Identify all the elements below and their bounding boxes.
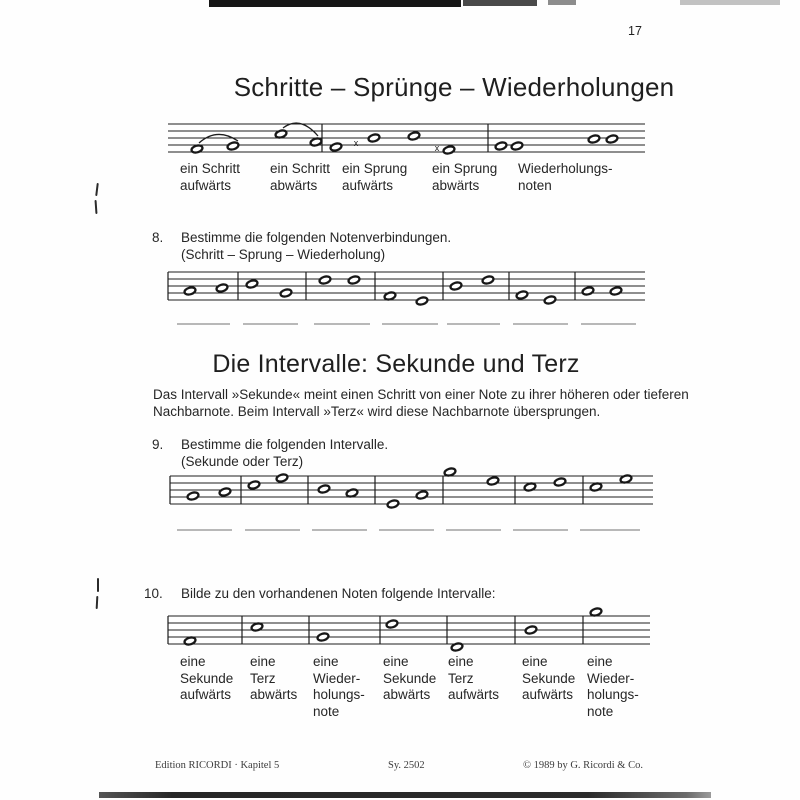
- scan-artifact-stroke: [95, 183, 99, 196]
- whole-note: [416, 296, 429, 305]
- example-label-4: [432, 161, 497, 194]
- label-line: eine: [250, 654, 276, 669]
- whole-note: [191, 144, 204, 153]
- slur: [283, 123, 318, 136]
- label-line: Wiederholungs-: [518, 161, 613, 176]
- exercise9-line1: Bestimme die folgenden Intervalle.: [181, 437, 389, 452]
- label-line: Sekunde: [383, 670, 437, 686]
- exercise9-text: [181, 437, 388, 470]
- label-line: Wieder-: [313, 670, 361, 686]
- label-line: abwärts: [270, 177, 318, 193]
- exercise10-label-4: [383, 654, 436, 704]
- whole-note: [227, 141, 240, 150]
- whole-note: [588, 134, 601, 143]
- example-label-5: [518, 161, 613, 194]
- whole-note: [280, 288, 293, 297]
- whole-note: [524, 482, 537, 491]
- whole-note: [275, 129, 288, 138]
- exercise10-text: [181, 586, 495, 603]
- whole-note: [525, 625, 538, 634]
- exercise8-number: 8.: [152, 230, 164, 245]
- exercise10-label-6: [522, 654, 575, 704]
- whole-note: [368, 133, 381, 142]
- whole-note: [187, 491, 200, 500]
- footer-copyright: © 1989 by G. Ricordi & Co.: [523, 760, 643, 771]
- intervals-paragraph: [153, 387, 693, 420]
- whole-note: [554, 477, 567, 486]
- label-line: ein Schritt: [270, 161, 331, 176]
- whole-note: [386, 619, 399, 628]
- whole-note: [482, 275, 495, 284]
- label-line: aufwärts: [180, 687, 232, 702]
- label-line: aufwärts: [180, 177, 232, 193]
- label-line: note: [587, 703, 614, 719]
- exercise10-number: 10.: [144, 586, 163, 601]
- label-line: ein Schritt: [180, 161, 241, 176]
- whole-note: [416, 490, 429, 499]
- scan-artifact-bottom-bar: [99, 792, 711, 798]
- label-line: eine: [313, 654, 339, 669]
- scan-artifact-stroke: [96, 596, 99, 609]
- label-line: Sekunde: [522, 670, 576, 686]
- whole-note: [276, 473, 289, 482]
- whole-note: [330, 142, 343, 151]
- whole-note: [216, 283, 229, 292]
- example-label-1: [180, 161, 240, 194]
- label-line: ein Sprung: [432, 161, 498, 176]
- label-line: aufwärts: [342, 177, 394, 193]
- exercise9-number: 9.: [152, 437, 164, 452]
- label-line: eine: [522, 654, 548, 669]
- label-line: abwärts: [383, 687, 431, 702]
- exercise8-line2: (Schritt – Sprung – Wiederholung): [181, 246, 386, 262]
- whole-note: [606, 134, 619, 143]
- whole-note: [219, 487, 232, 496]
- whole-note: [184, 286, 197, 295]
- label-line: abwärts: [432, 177, 480, 193]
- scan-artifact-bar: [548, 0, 576, 5]
- label-line: Wieder-: [587, 670, 635, 686]
- section-title-steps: Schritte – Sprünge – Wiederholungen: [233, 72, 675, 102]
- label-line: eine: [383, 654, 409, 669]
- scan-artifact-bar: [680, 0, 780, 5]
- label-line: eine: [448, 654, 474, 669]
- example-staff: [168, 123, 645, 155]
- whole-note: [495, 141, 508, 150]
- whole-note: [384, 291, 397, 300]
- whole-note: [317, 632, 330, 641]
- exercise8-staff: [168, 272, 645, 324]
- whole-note: [184, 636, 197, 645]
- whole-note: [248, 480, 261, 489]
- paragraph-line1: Das Intervall »Sekunde« meint einen Schritt von einer Note zu ihrer höheren oder tieferen: [153, 387, 689, 402]
- exercise9-line2: (Sekunde oder Terz): [181, 453, 304, 469]
- example-label-3: [342, 161, 407, 194]
- label-line: aufwärts: [522, 687, 574, 702]
- footer-plate-number: Sy. 2502: [388, 760, 425, 771]
- exercise10-label-2: [250, 654, 297, 704]
- exercise9-staff: [170, 467, 653, 530]
- whole-note: [443, 145, 456, 154]
- exercise10-line1: Bilde zu den vorhandenen Noten folgende Intervalle:: [181, 586, 496, 601]
- whole-note: [450, 281, 463, 290]
- exercise10-label-7: [587, 654, 639, 720]
- whole-note: [408, 131, 421, 140]
- section-title-intervals: Die Intervalle: Sekunde und Terz: [212, 350, 580, 378]
- whole-note: [346, 488, 359, 497]
- scan-artifact-bar: [463, 0, 537, 6]
- x-mark: x: [434, 143, 440, 153]
- label-line: abwärts: [250, 687, 298, 702]
- exercise10-staff: [168, 607, 650, 651]
- label-line: Terz: [250, 670, 276, 686]
- label-line: holungs-: [587, 687, 639, 702]
- whole-note: [590, 607, 603, 616]
- scan-artifact-stroke: [97, 578, 99, 592]
- label-line: aufwärts: [448, 687, 500, 702]
- whole-note: [620, 474, 633, 483]
- label-line: Terz: [448, 670, 474, 686]
- slur: [199, 134, 238, 143]
- scan-artifact-stroke: [95, 200, 98, 214]
- example-label-2: [270, 161, 330, 194]
- whole-note: [318, 484, 331, 493]
- label-line: ein Sprung: [342, 161, 408, 176]
- whole-note: [590, 482, 603, 491]
- whole-note: [310, 137, 323, 146]
- exercise10-label-3: [313, 654, 365, 720]
- label-line: Sekunde: [180, 670, 234, 686]
- exercise10-label-5: [448, 654, 499, 704]
- label-line: note: [313, 703, 340, 719]
- whole-note: [610, 286, 623, 295]
- whole-note: [246, 279, 259, 288]
- whole-note: [487, 476, 500, 485]
- page-number: 17: [628, 24, 642, 38]
- paragraph-line2: Nachbarnote. Beim Intervall »Terz« wird diese Nachbarnote übersprungen.: [153, 403, 601, 419]
- label-line: holungs-: [313, 687, 365, 702]
- whole-note: [444, 467, 457, 476]
- whole-note: [451, 642, 464, 651]
- label-line: noten: [518, 177, 552, 193]
- x-mark: x: [353, 138, 359, 148]
- exercise8-text: [181, 230, 451, 263]
- whole-note: [582, 286, 595, 295]
- whole-note: [319, 275, 332, 284]
- footer-edition: Edition RICORDI · Kapitel 5: [155, 760, 280, 771]
- label-line: eine: [587, 654, 613, 669]
- exercise8-line1: Bestimme die folgenden Notenverbindungen.: [181, 230, 452, 245]
- whole-note: [251, 622, 264, 631]
- whole-note: [511, 141, 524, 150]
- scan-artifact-bar: [209, 0, 461, 7]
- whole-note: [544, 295, 557, 304]
- whole-note: [348, 275, 361, 284]
- whole-note: [387, 499, 400, 508]
- label-line: eine: [180, 654, 206, 669]
- whole-note: [516, 290, 529, 299]
- exercise10-label-1: [180, 654, 233, 704]
